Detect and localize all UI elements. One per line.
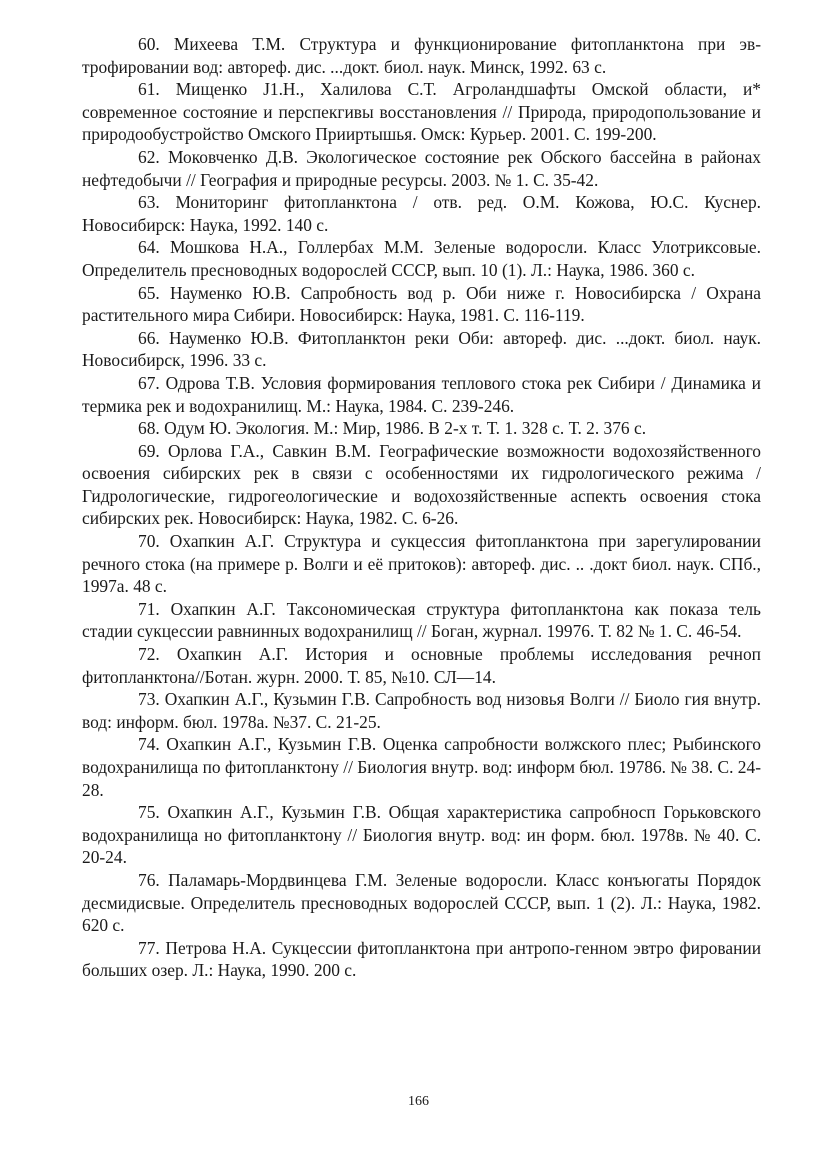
reference-item: 67. Одрова Т.В. Условия формирования теплового стока рек Сибири / Динамика и термика рек и водохранилищ. М.: Наука, 1984. С. 239-246.	[82, 372, 761, 416]
page-number: 166	[408, 1094, 429, 1109]
reference-item: 66. Науменко Ю.В. Фитопланктон реки Оби: автореф. дис. ...докт. биол. наук. Новосибирск, 1996. 33 с.	[82, 327, 761, 371]
reference-item: 72. Охапкин А.Г. История и основные проблемы исследования речноп фитопланктона//Ботан. журн. 2000. Т. 85, №10. СЛ—14.	[82, 644, 761, 687]
reference-item: 77. Петрова Н.А. Сукцессии фитопланктона при антропо-генном эвтро фировании больших озер. Л.: Наука, 1990. 200 с.	[82, 937, 761, 981]
reference-item: 74. Охапкин А.Г., Кузьмин Г.В. Оценка сапробности волжского плес; Рыбинского водохранилища по фитопланктону // Биология внутр. вод: информ бюл. 19786. № 38. С. 24-28.	[82, 734, 761, 800]
reference-item: 75. Охапкин А.Г., Кузьмин Г.В. Общая характеристика сапробносп Горьковского водохранилища но фитопланктону // Биология внутр. вод: ин форм. бюл. 1978в. № 40. С. 20-24.	[82, 802, 761, 868]
reference-item: 61. Мищенко J1.Н., Халилова С.Т. Агроландшафты Омской области, и* современное состояние и перспекгивы восстановления // Природа, природопользование и природообустройство Омского Прииртышья. Омск: Курьер. 2001. С. 199-200.	[82, 79, 761, 145]
reference-item: 65. Науменко Ю.В. Сапробность вод р. Оби ниже г. Новосибирска / Охрана растительного мира Сибири. Новосибирск: Наука, 1981. С. 116-119.	[82, 282, 761, 326]
reference-item: 69. Орлова Г.А., Савкин В.М. Географические возможности водохозяйственного освоения сибирских рек в связи с особенностями их гидрологического режима / Гидрологические, гидрогеологические и водохозяйственные аспекть освоения стока сибирских рек. Новосибирск: Наука, 1982. С. 6-26.	[82, 440, 761, 529]
reference-list	[82, 33, 761, 982]
reference-item: 71. Охапкин А.Г. Таксономическая структура фитопланктона как показа тель стадии сукцессии равнинных водохранилищ // Боган, журнал. 19976. Т. 82 № 1. С. 46-54.	[82, 598, 761, 642]
reference-item: 62. Моковченко Д.В. Экологическое состояние рек Обского бассейна в районах нефтедобычи // География и природные ресурсы. 2003. № 1. С. 35-42.	[82, 146, 761, 190]
reference-item: 60. Михеева Т.М. Структура и функционирование фитопланктона при эвтрофировании вод: автореф. дис. ...докт. биол. наук. Минск, 1992. 63 с.	[82, 34, 761, 77]
reference-item: 68. Одум Ю. Экология. М.: Мир, 1986. В 2-х т. Т. 1. 328 с. Т. 2. 376 с.	[138, 418, 647, 439]
reference-item: 70. Охапкин А.Г. Структура и сукцессия фитопланктона при зарегулировании речного стока (на примере р. Волги и её притоков): автореф. дис. .. .докт биол. наук. СПб., 1997а. 48 с.	[82, 531, 761, 597]
reference-item: 64. Мошкова Н.А., Голлербах М.М. Зеленые водоросли. Класс Улотриксовые. Определитель пресноводных водорослей СССР, вып. 10 (1). Л.: Наука, 1986. 360 с.	[82, 237, 761, 280]
reference-item: 63. Мониторинг фитопланктона / отв. ред. О.М. Кожова, Ю.С. Куснер. Новосибирск: Наука, 1992. 140 с.	[82, 192, 761, 235]
reference-item: 76. Паламарь-Мордвинцева Г.М. Зеленые водоросли. Класс конъюгаты Порядок десмидисвые. Определитель пресноводных водорослей СССР, вып. 1 (2). Л.: Наука, 1982. 620 с.	[82, 869, 761, 936]
reference-item: 73. Охапкин А.Г., Кузьмин Г.В. Сапробность вод низовья Волги // Биоло гия внутр. вод: информ. бюл. 1978а. №37. С. 21-25.	[82, 689, 761, 732]
